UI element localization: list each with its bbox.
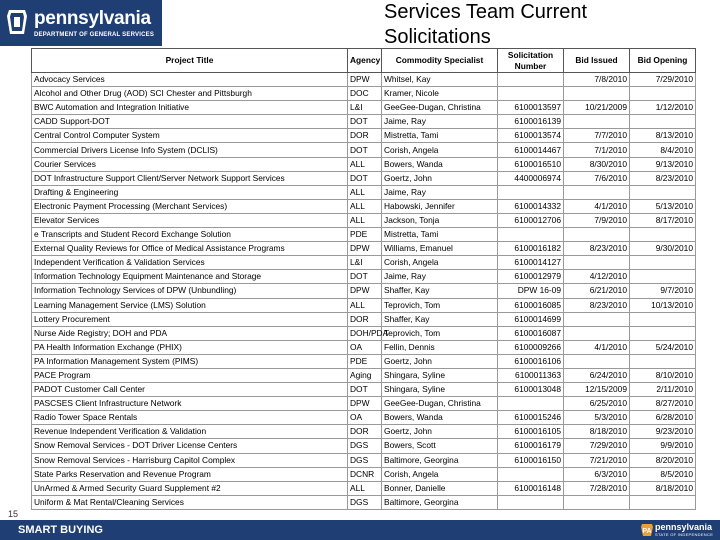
- cell-solicitation-number: 6100014467: [498, 143, 564, 157]
- table-row: [32, 383, 696, 397]
- cell-project-title: PADOT Customer Call Center: [32, 383, 348, 397]
- cell-bid-opening: 9/30/2010: [630, 242, 696, 256]
- cell-project-title: PASCSES Client Infrastructure Network: [32, 397, 348, 411]
- cell-agency: DPW: [348, 284, 382, 298]
- cell-project-title: e Transcripts and Student Record Exchange Solution: [32, 228, 348, 242]
- table-row: [32, 439, 696, 453]
- cell-project-title: UnArmed & Armed Security Guard Supplement #2: [32, 481, 348, 495]
- cell-project-title: Electronic Payment Processing (Merchant Services): [32, 199, 348, 213]
- cell-solicitation-number: 6100014127: [498, 256, 564, 270]
- cell-solicitation-number: [498, 73, 564, 87]
- table-row: [32, 326, 696, 340]
- cell-project-title: Drafting & Engineering: [32, 185, 348, 199]
- logo-department: DEPARTMENT OF GENERAL SERVICES: [34, 32, 155, 38]
- cell-bid-issued: [564, 185, 630, 199]
- footer-label: SMART BUYING: [18, 524, 103, 536]
- table-row: [32, 411, 696, 425]
- cell-solicitation-number: 6100015246: [498, 411, 564, 425]
- cell-bid-issued: 8/30/2010: [564, 157, 630, 171]
- cell-solicitation-number: 6100012706: [498, 213, 564, 227]
- keystone-icon: [6, 8, 28, 36]
- footer-logo-sub: STATE OF INDEPENDENCE: [655, 532, 714, 537]
- cell-bid-opening: 8/23/2010: [630, 171, 696, 185]
- cell-agency: DPW: [348, 397, 382, 411]
- cell-bid-opening: 8/17/2010: [630, 213, 696, 227]
- cell-agency: ALL: [348, 481, 382, 495]
- cell-agency: DOT: [348, 270, 382, 284]
- cell-solicitation-number: [498, 397, 564, 411]
- cell-commodity-specialist: Bowers, Wanda: [382, 411, 498, 425]
- table-row: [32, 467, 696, 481]
- cell-solicitation-number: 6100016139: [498, 115, 564, 129]
- footer-logo-name: pennsylvania: [655, 522, 713, 532]
- col-agency: Agency: [348, 49, 382, 73]
- cell-solicitation-number: 6100016087: [498, 326, 564, 340]
- cell-solicitation-number: 6100016510: [498, 157, 564, 171]
- solicitations-table: [31, 48, 696, 510]
- cell-agency: DCNR: [348, 467, 382, 481]
- cell-commodity-specialist: GeeGee-Dugan, Christina: [382, 397, 498, 411]
- col-bid-issued: Bid Issued: [564, 49, 630, 73]
- cell-project-title: PACE Program: [32, 368, 348, 382]
- cell-bid-issued: 7/8/2010: [564, 73, 630, 87]
- cell-commodity-specialist: Mistretta, Tami: [382, 228, 498, 242]
- cell-agency: PDE: [348, 354, 382, 368]
- cell-solicitation-number: 6100016085: [498, 298, 564, 312]
- cell-bid-opening: 1/12/2010: [630, 101, 696, 115]
- cell-agency: DGS: [348, 439, 382, 453]
- cell-bid-issued: 4/1/2010: [564, 340, 630, 354]
- cell-bid-issued: [564, 495, 630, 509]
- table-header-row: [32, 49, 696, 73]
- cell-project-title: Central Control Computer System: [32, 129, 348, 143]
- table-row: [32, 87, 696, 101]
- cell-bid-opening: [630, 87, 696, 101]
- cell-agency: DOR: [348, 312, 382, 326]
- cell-bid-opening: 8/10/2010: [630, 368, 696, 382]
- cell-solicitation-number: 6100016148: [498, 481, 564, 495]
- cell-bid-issued: 7/21/2010: [564, 453, 630, 467]
- table-row: [32, 171, 696, 185]
- cell-project-title: Commercial Drivers License Info System (DCLIS): [32, 143, 348, 157]
- cell-solicitation-number: [498, 495, 564, 509]
- table-row: [32, 368, 696, 382]
- cell-solicitation-number: 6100016150: [498, 453, 564, 467]
- cell-agency: L&I: [348, 256, 382, 270]
- cell-agency: OA: [348, 340, 382, 354]
- cell-commodity-specialist: Bowers, Scott: [382, 439, 498, 453]
- cell-commodity-specialist: Shaffer, Kay: [382, 312, 498, 326]
- cell-solicitation-number: 6100016179: [498, 439, 564, 453]
- cell-agency: DPW: [348, 242, 382, 256]
- cell-bid-opening: 8/13/2010: [630, 129, 696, 143]
- cell-bid-issued: 7/28/2010: [564, 481, 630, 495]
- table-row: [32, 354, 696, 368]
- cell-solicitation-number: 4400006974: [498, 171, 564, 185]
- cell-bid-issued: [564, 87, 630, 101]
- cell-bid-issued: [564, 326, 630, 340]
- cell-project-title: Uniform & Mat Rental/Cleaning Services: [32, 495, 348, 509]
- cell-bid-opening: 9/23/2010: [630, 425, 696, 439]
- cell-commodity-specialist: Corish, Angela: [382, 256, 498, 270]
- cell-bid-issued: 8/23/2010: [564, 242, 630, 256]
- cell-solicitation-number: [498, 185, 564, 199]
- cell-agency: L&I: [348, 101, 382, 115]
- cell-project-title: DOT Infrastructure Support Client/Server Network Support Services: [32, 171, 348, 185]
- cell-commodity-specialist: Habowski, Jennifer: [382, 199, 498, 213]
- cell-bid-issued: 6/24/2010: [564, 368, 630, 382]
- table-row: [32, 481, 696, 495]
- table-row: [32, 284, 696, 298]
- cell-bid-opening: [630, 185, 696, 199]
- cell-agency: DPW: [348, 73, 382, 87]
- cell-project-title: State Parks Reservation and Revenue Program: [32, 467, 348, 481]
- cell-solicitation-number: 6100016105: [498, 425, 564, 439]
- cell-project-title: Advocacy Services: [32, 73, 348, 87]
- cell-project-title: Radio Tower Space Rentals: [32, 411, 348, 425]
- logo-name: pennsylvania: [34, 8, 151, 29]
- cell-commodity-specialist: Mistretta, Tami: [382, 129, 498, 143]
- cell-agency: PDE: [348, 228, 382, 242]
- cell-bid-issued: 5/3/2010: [564, 411, 630, 425]
- cell-agency: DOR: [348, 425, 382, 439]
- cell-bid-opening: 9/7/2010: [630, 284, 696, 298]
- cell-bid-issued: 7/7/2010: [564, 129, 630, 143]
- cell-project-title: Alcohol and Other Drug (AOD) SCI Chester and Pittsburgh: [32, 87, 348, 101]
- cell-project-title: Lottery Procurement: [32, 312, 348, 326]
- cell-project-title: Snow Removal Services - Harrisburg Capitol Complex: [32, 453, 348, 467]
- cell-solicitation-number: 6100011363: [498, 368, 564, 382]
- cell-bid-opening: [630, 256, 696, 270]
- cell-commodity-specialist: Corish, Angela: [382, 467, 498, 481]
- cell-solicitation-number: 6100016182: [498, 242, 564, 256]
- cell-bid-issued: 8/23/2010: [564, 298, 630, 312]
- cell-commodity-specialist: Jaime, Ray: [382, 185, 498, 199]
- cell-bid-opening: [630, 312, 696, 326]
- cell-commodity-specialist: Jackson, Tonja: [382, 213, 498, 227]
- cell-agency: ALL: [348, 157, 382, 171]
- table-row: [32, 185, 696, 199]
- pa-keystone-icon: [640, 523, 654, 537]
- slide-number: 15: [8, 509, 19, 519]
- table-row: [32, 397, 696, 411]
- table-row: [32, 425, 696, 439]
- table-row: [32, 340, 696, 354]
- table-row: [32, 101, 696, 115]
- table-row: [32, 312, 696, 326]
- cell-bid-issued: 7/9/2010: [564, 213, 630, 227]
- col-commodity-specialist: Commodity Specialist: [382, 49, 498, 73]
- table-row: [32, 73, 696, 87]
- cell-commodity-specialist: Baltimore, Georgina: [382, 453, 498, 467]
- cell-bid-opening: [630, 115, 696, 129]
- footer-logo: [640, 521, 720, 539]
- cell-commodity-specialist: Shingara, Syline: [382, 383, 498, 397]
- cell-bid-opening: 2/11/2010: [630, 383, 696, 397]
- table-row: [32, 453, 696, 467]
- cell-agency: DOH/PDA: [348, 326, 382, 340]
- cell-commodity-specialist: Corish, Angela: [382, 143, 498, 157]
- cell-bid-opening: 6/28/2010: [630, 411, 696, 425]
- cell-commodity-specialist: Jaime, Ray: [382, 115, 498, 129]
- cell-commodity-specialist: Shaffer, Kay: [382, 284, 498, 298]
- cell-bid-issued: [564, 354, 630, 368]
- cell-bid-opening: 7/29/2010: [630, 73, 696, 87]
- cell-solicitation-number: 6100013574: [498, 129, 564, 143]
- cell-commodity-specialist: Jaime, Ray: [382, 270, 498, 284]
- cell-project-title: Information Technology Equipment Maintenance and Storage: [32, 270, 348, 284]
- cell-project-title: Independent Verification & Validation Services: [32, 256, 348, 270]
- cell-project-title: CADD Support-DOT: [32, 115, 348, 129]
- table-row: [32, 242, 696, 256]
- cell-solicitation-number: 6100013597: [498, 101, 564, 115]
- cell-bid-issued: [564, 228, 630, 242]
- cell-commodity-specialist: GeeGee-Dugan, Christina: [382, 101, 498, 115]
- cell-project-title: Snow Removal Services - DOT Driver License Centers: [32, 439, 348, 453]
- cell-commodity-specialist: Kramer, Nicole: [382, 87, 498, 101]
- cell-agency: DOT: [348, 115, 382, 129]
- cell-commodity-specialist: Goertz, John: [382, 171, 498, 185]
- cell-agency: DOC: [348, 87, 382, 101]
- cell-agency: DOT: [348, 171, 382, 185]
- cell-bid-issued: 8/18/2010: [564, 425, 630, 439]
- svg-text:PA: PA: [642, 528, 652, 535]
- cell-project-title: Courier Services: [32, 157, 348, 171]
- cell-bid-opening: 8/5/2010: [630, 467, 696, 481]
- cell-commodity-specialist: Goertz, John: [382, 354, 498, 368]
- cell-bid-issued: 6/21/2010: [564, 284, 630, 298]
- cell-agency: DOT: [348, 143, 382, 157]
- table-row: [32, 213, 696, 227]
- cell-bid-issued: [564, 312, 630, 326]
- cell-bid-opening: [630, 326, 696, 340]
- cell-bid-opening: 5/13/2010: [630, 199, 696, 213]
- cell-agency: ALL: [348, 213, 382, 227]
- cell-project-title: Nurse Aide Registry; DOH and PDA: [32, 326, 348, 340]
- cell-bid-issued: 4/12/2010: [564, 270, 630, 284]
- table-row: [32, 199, 696, 213]
- cell-agency: ALL: [348, 185, 382, 199]
- cell-commodity-specialist: Bonner, Danielle: [382, 481, 498, 495]
- cell-project-title: Elevator Services: [32, 213, 348, 227]
- page-title: Services Team Current Solicitations: [384, 1, 588, 48]
- cell-commodity-specialist: Williams, Emanuel: [382, 242, 498, 256]
- cell-agency: OA: [348, 411, 382, 425]
- table-row: [32, 270, 696, 284]
- footer-bar: [0, 520, 720, 540]
- cell-commodity-specialist: Bowers, Wanda: [382, 157, 498, 171]
- cell-commodity-specialist: Fellin, Dennis: [382, 340, 498, 354]
- cell-commodity-specialist: Teprovich, Tom: [382, 326, 498, 340]
- cell-bid-issued: 12/15/2009: [564, 383, 630, 397]
- cell-project-title: Information Technology Services of DPW (Unbundling): [32, 284, 348, 298]
- cell-solicitation-number: 6100013048: [498, 383, 564, 397]
- cell-solicitation-number: [498, 87, 564, 101]
- cell-commodity-specialist: Goertz, John: [382, 425, 498, 439]
- table-row: [32, 157, 696, 171]
- cell-bid-opening: [630, 270, 696, 284]
- cell-solicitation-number: 6100009266: [498, 340, 564, 354]
- cell-bid-issued: 7/6/2010: [564, 171, 630, 185]
- cell-bid-opening: [630, 354, 696, 368]
- cell-bid-opening: 9/9/2010: [630, 439, 696, 453]
- cell-bid-issued: 6/25/2010: [564, 397, 630, 411]
- cell-bid-issued: 4/1/2010: [564, 199, 630, 213]
- cell-agency: DGS: [348, 453, 382, 467]
- cell-agency: DOT: [348, 383, 382, 397]
- cell-solicitation-number: DPW 16-09: [498, 284, 564, 298]
- cell-bid-opening: 8/20/2010: [630, 453, 696, 467]
- cell-bid-issued: 7/29/2010: [564, 439, 630, 453]
- cell-commodity-specialist: Teprovich, Tom: [382, 298, 498, 312]
- table-row: [32, 298, 696, 312]
- cell-solicitation-number: [498, 467, 564, 481]
- cell-bid-opening: 9/13/2010: [630, 157, 696, 171]
- cell-solicitation-number: 6100014332: [498, 199, 564, 213]
- cell-bid-opening: 8/27/2010: [630, 397, 696, 411]
- cell-solicitation-number: 6100012979: [498, 270, 564, 284]
- cell-commodity-specialist: Whitsel, Kay: [382, 73, 498, 87]
- table-row: [32, 129, 696, 143]
- cell-project-title: PA Health Information Exchange (PHIX): [32, 340, 348, 354]
- cell-project-title: Learning Management Service (LMS) Solution: [32, 298, 348, 312]
- cell-bid-opening: [630, 495, 696, 509]
- cell-bid-issued: [564, 256, 630, 270]
- cell-bid-opening: 5/24/2010: [630, 340, 696, 354]
- cell-bid-issued: 10/21/2009: [564, 101, 630, 115]
- cell-agency: DGS: [348, 495, 382, 509]
- cell-solicitation-number: [498, 228, 564, 242]
- cell-project-title: Revenue Independent Verification & Validation: [32, 425, 348, 439]
- cell-bid-opening: 10/13/2010: [630, 298, 696, 312]
- cell-project-title: BWC Automation and Integration Initiative: [32, 101, 348, 115]
- cell-solicitation-number: 6100016106: [498, 354, 564, 368]
- cell-bid-opening: [630, 228, 696, 242]
- cell-bid-opening: 8/4/2010: [630, 143, 696, 157]
- table-row: [32, 143, 696, 157]
- cell-agency: ALL: [348, 199, 382, 213]
- col-solicitation-number: Solicitation Number: [498, 49, 564, 73]
- table-row: [32, 228, 696, 242]
- cell-agency: ALL: [348, 298, 382, 312]
- cell-solicitation-number: 6100014699: [498, 312, 564, 326]
- cell-commodity-specialist: Baltimore, Georgina: [382, 495, 498, 509]
- table-row: [32, 115, 696, 129]
- table-row: [32, 495, 696, 509]
- col-project-title: Project Title: [32, 49, 348, 73]
- cell-commodity-specialist: Shingara, Syline: [382, 368, 498, 382]
- cell-project-title: External Quality Reviews for Office of Medical Assistance Programs: [32, 242, 348, 256]
- col-bid-opening: Bid Opening: [630, 49, 696, 73]
- pa-logo: [0, 0, 162, 46]
- cell-agency: DOR: [348, 129, 382, 143]
- cell-agency: Aging: [348, 368, 382, 382]
- cell-bid-opening: 8/18/2010: [630, 481, 696, 495]
- cell-bid-issued: [564, 115, 630, 129]
- cell-bid-issued: 7/1/2010: [564, 143, 630, 157]
- table-row: [32, 256, 696, 270]
- cell-bid-issued: 6/3/2010: [564, 467, 630, 481]
- cell-project-title: PA Information Management System (PIMS): [32, 354, 348, 368]
